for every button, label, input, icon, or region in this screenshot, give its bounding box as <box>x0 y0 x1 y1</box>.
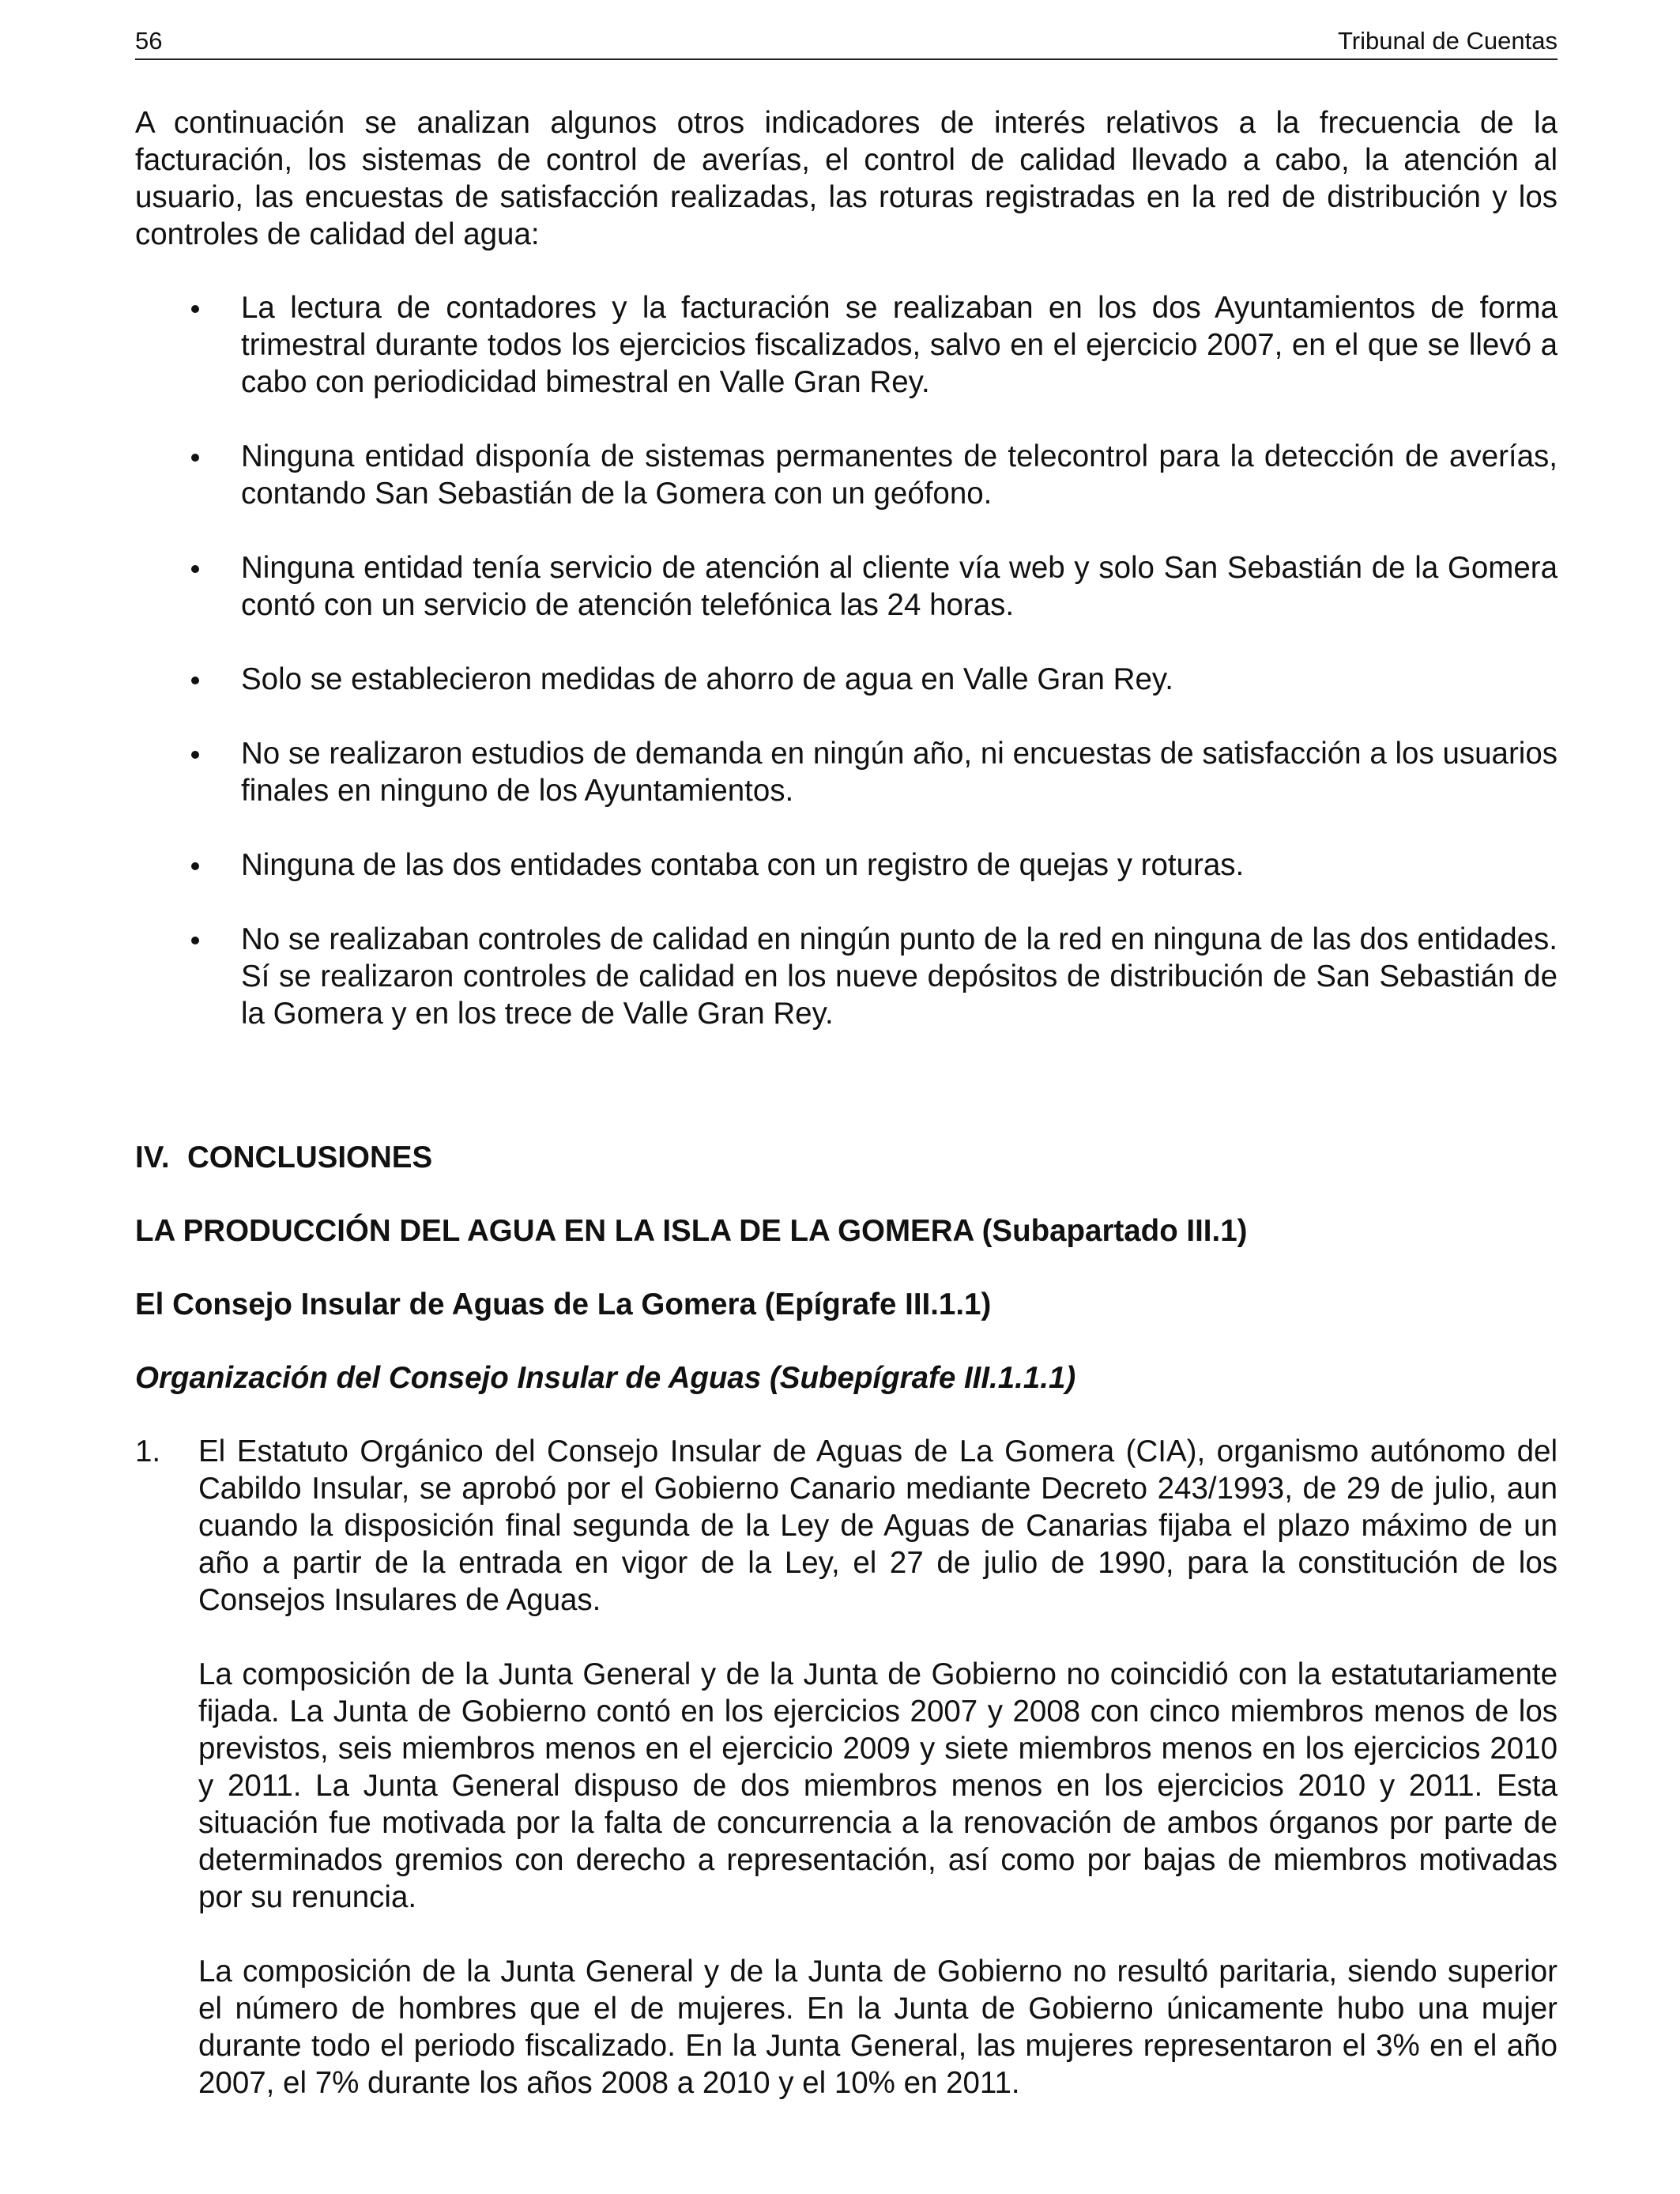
bullet-icon <box>191 677 199 684</box>
bullet-icon <box>191 454 199 462</box>
bullet-text: Solo se establecieron medidas de ahorro de agua en Valle Gran Rey. <box>241 662 1173 696</box>
bullet-text: No se realizaron estudios de demanda en ningún año, ni encuestas de satisfacción a los usuarios finales en ninguno de los Ayuntamientos. <box>241 737 1558 808</box>
bullet-item <box>135 438 1558 512</box>
bullet-icon <box>191 862 199 870</box>
bullet-item <box>135 289 1558 401</box>
page-content <box>135 104 1558 2102</box>
section-title-text: CONCLUSIONES <box>187 1140 433 1174</box>
document-title: Tribunal de Cuentas <box>1337 27 1558 55</box>
item-paragraph: El Estatuto Orgánico del Consejo Insular de Aguas de La Gomera (CIA), organismo autónomo del Cabildo Insular, se aprobó por el Gobierno Canario mediante Decreto 243/1993, de 29 de julio, aun cuando la disposición final segunda de la Ley de Aguas de Canarias fijaba el plazo máximo de un año a partir de la entrada en vigor de la Ley, el 27 de julio de 1990, para la constitución de los Consejos Insulares de Aguas. <box>198 1434 1558 1617</box>
bullet-text: Ninguna entidad disponía de sistemas permanentes de telecontrol para la detección de averías, contando San Sebastián de la Gomera con un geófono. <box>241 439 1558 511</box>
bullet-item <box>135 661 1558 698</box>
bullet-text: No se realizaban controles de calidad en ningún punto de la red en ninguna de las dos entidades. Sí se realizaron controles de calidad en los nueve depósitos de distribución de San Sebastián de la Gomera y en los trece de Valle Gran Rey. <box>241 922 1558 1031</box>
bullet-item <box>135 846 1558 884</box>
bullet-item <box>135 549 1558 624</box>
epigraph-heading: El Consejo Insular de Aguas de La Gomera (Epígrafe III.1.1) <box>135 1287 992 1321</box>
bullet-text: Ninguna entidad tenía servicio de atención al cliente vía web y solo San Sebastián de la Gomera contó con un servicio de atención telefónica las 24 horas. <box>241 551 1558 622</box>
item-paragraph: La composición de la Junta General y de la Junta de Gobierno no resultó paritaria, siendo superior el número de hombres que el de mujeres. En la Junta de Gobierno únicamente hubo una mujer durante todo el periodo fiscalizado. En la Junta General, las mujeres representaron el 3% en el año 2007, el 7% durante los años 2008 a 2010 y el 10% en 2011. <box>198 1955 1558 2100</box>
bullet-item <box>135 921 1558 1032</box>
bullet-icon <box>191 305 199 313</box>
bullet-text: La lectura de contadores y la facturación se realizaban en los dos Ayuntamientos de forma trimestral durante todos los ejercicios fiscalizados, salvo en el ejercicio 2007, en el que se llevó a cabo con periodicidad bimestral en Valle Gran Rey. <box>241 291 1558 399</box>
page-header <box>135 24 1558 60</box>
bullet-text: Ninguna de las dos entidades contaba con un registro de quejas y roturas. <box>241 848 1245 882</box>
subepigraph-heading: Organización del Consejo Insular de Aguas (Subepígrafe III.1.1.1) <box>135 1361 1076 1395</box>
page-number: 56 <box>135 27 163 55</box>
section-number: IV. <box>135 1140 170 1174</box>
bullet-icon <box>191 565 199 573</box>
intro-paragraph: A continuación se analizan algunos otros indicadores de interés relativos a la frecuencia de la facturación, los sistemas de control de averías, el control de calidad llevado a cabo, la atención al usuario, las encuestas de satisfacción realizadas, las roturas registradas en la red de distribución y los controles de calidad del agua: <box>135 106 1558 251</box>
bullet-icon <box>191 751 199 759</box>
item-paragraph: La composición de la Junta General y de la Junta de Gobierno no coincidió con la estatutariamente fijada. La Junta de Gobierno contó en los ejercicios 2007 y 2008 con cinco miembros menos de los previstos, seis miembros menos en el ejercicio 2009 y siete miembros menos en los ejercicios 2010 y 2011. La Junta General dispuso de dos miembros menos en los ejercicios 2010 y 2011. Esta situación fue motivada por la falta de concurrencia a la renovación de ambos órganos por parte de determinados gremios con derecho a representación, así como por bajas de miembros motivadas por su renuncia. <box>198 1657 1558 1914</box>
section-title <box>135 1139 1558 1176</box>
indicator-bullet-list <box>135 289 1558 1032</box>
numbered-item-1 <box>135 1433 1558 2102</box>
item-number: 1. <box>135 1434 161 1468</box>
bullet-icon <box>191 937 199 944</box>
subsection-heading: LA PRODUCCIÓN DEL AGUA EN LA ISLA DE LA GOMERA (Subapartado III.1) <box>135 1214 1248 1248</box>
bullet-item <box>135 735 1558 809</box>
